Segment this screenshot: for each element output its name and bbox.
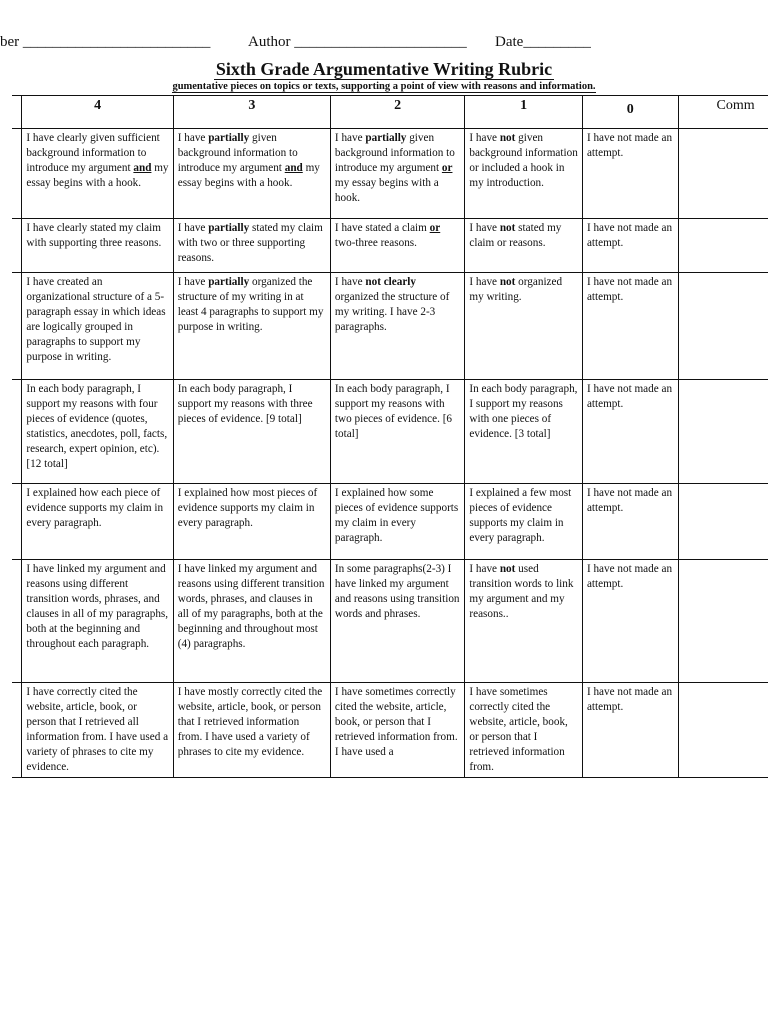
standard-statement: gumentative pieces on topics or texts, supporting a point of view with reasons and information. — [172, 81, 596, 92]
rubric-row — [12, 560, 768, 683]
rubric-cell-score-0: I have not made an attempt. — [582, 129, 678, 219]
rubric-cell-score-1: I have not used transition words to link my argument and my reasons.. — [465, 560, 583, 683]
rubric-cell-score-2: I explained how some pieces of evidence supports my claim in every paragraph. — [330, 484, 464, 560]
comments-cell[interactable] — [678, 219, 768, 273]
rubric-cell-score-4: In each body paragraph, I support my reasons with four pieces of evidence (quotes, statistics, anecdotes, poll, facts, research, expert opinion, etc). [12 total] — [22, 380, 173, 484]
rubric-cell-score-0: I have not made an attempt. — [582, 683, 678, 778]
rubric-cell-score-1: I explained a few most pieces of evidence supports my claim in every paragraph. — [465, 484, 583, 560]
rubric-cell-score-3: I have mostly correctly cited the website, article, book, or person that I retrieved information from. I have used a variety of phrases to cite my evidence. — [173, 683, 330, 778]
rubric-cell-score-3: I have partially given background information to introduce my argument and my essay begins with a hook. — [173, 129, 330, 219]
emphasis-text: not — [499, 222, 516, 234]
rubric-cell-score-0: I have not made an attempt. — [582, 219, 678, 273]
emphasis-text: partially — [208, 276, 250, 288]
rubric-cell-score-0: I have not made an attempt. — [582, 484, 678, 560]
emphasis-text: or — [429, 222, 441, 234]
rubric-cell-score-3: I have partially stated my claim with two or three supporting reasons. — [173, 219, 330, 273]
criteria-cell — [12, 560, 22, 683]
emphasis-text: partially — [208, 132, 250, 144]
rubric-cell-score-0: I have not made an attempt. — [582, 380, 678, 484]
author-field[interactable]: Author _______________________ — [248, 34, 467, 50]
page-title: Sixth Grade Argumentative Writing Rubric — [215, 59, 553, 79]
criteria-cell — [12, 683, 22, 778]
comments-cell[interactable] — [678, 129, 768, 219]
rubric-cell-score-2: In each body paragraph, I support my reasons with two pieces of evidence. [6 total] — [330, 380, 464, 484]
rubric-row — [12, 129, 768, 219]
score-0-header: 0 — [582, 96, 678, 129]
comments-cell[interactable] — [678, 380, 768, 484]
criteria-cell — [12, 219, 22, 273]
rubric-row — [12, 683, 768, 778]
emphasis-text: not — [499, 132, 516, 144]
emphasis-text: and — [133, 162, 152, 174]
rubric-cell-score-2: I have not clearly organized the structure of my writing. I have 2-3 paragraphs. — [330, 273, 464, 380]
rubric-cell-score-4: I have created an organizational structure of a 5-paragraph essay in which ideas are logically grouped in paragraphs to support my purpose in writing. — [22, 273, 173, 380]
rubric-cell-score-3: I have partially organized the structure of my writing in at least 4 paragraphs to support my purpose in writing. — [173, 273, 330, 380]
score-3-header: 3 — [173, 96, 330, 129]
rubric-cell-score-1: I have not organized my writing. — [465, 273, 583, 380]
criteria-header — [12, 96, 22, 129]
rubric-row — [12, 273, 768, 380]
rubric-cell-score-1: I have not given background information or included a hook in my introduction. — [465, 129, 583, 219]
emphasis-text: and — [284, 162, 303, 174]
rubric-cell-score-1: In each body paragraph, I support my reasons with one pieces of evidence. [3 total] — [465, 380, 583, 484]
score-2-header: 2 — [330, 96, 464, 129]
rubric-cell-score-2: I have sometimes correctly cited the website, article, book, or person that I retrieved information from. I have used a — [330, 683, 464, 778]
rubric-cell-score-2: I have partially given background information to introduce my argument or my essay begins with a hook. — [330, 129, 464, 219]
rubric-cell-score-1: I have sometimes correctly cited the website, article, book, or person that I retrieved information from. — [465, 683, 583, 778]
rubric-row — [12, 380, 768, 484]
criteria-cell — [12, 273, 22, 380]
rubric-header-row — [12, 96, 768, 129]
emphasis-text: not — [499, 563, 516, 575]
rubric-cell-score-4: I have clearly given sufficient background information to introduce my argument and my essay begins with a hook. — [22, 129, 173, 219]
rubric-cell-score-2: In some paragraphs(2-3) I have linked my argument and reasons using transition words and phrases. — [330, 560, 464, 683]
emphasis-text: or — [441, 162, 453, 174]
rubric-cell-score-1: I have not stated my claim or reasons. — [465, 219, 583, 273]
member-field[interactable]: ber _________________________ — [0, 34, 211, 50]
rubric-cell-score-4: I have linked my argument and reasons using different transition words, phrases, and clauses in all of my paragraphs, both at the beginning and throughout each paragraph. — [22, 560, 173, 683]
emphasis-text: not clearly — [365, 276, 417, 288]
rubric-row — [12, 219, 768, 273]
score-4-header: 4 — [22, 96, 173, 129]
criteria-cell — [12, 484, 22, 560]
rubric-cell-score-4: I have clearly stated my claim with supporting three reasons. — [22, 219, 173, 273]
emphasis-text: not — [499, 276, 516, 288]
comments-cell[interactable] — [678, 560, 768, 683]
rubric-cell-score-2: I have stated a claim or two-three reasons. — [330, 219, 464, 273]
rubric-cell-score-3: I have linked my argument and reasons using different transition words, phrases, and clauses in all of my paragraphs, both at the beginning and throughout most (4) paragraphs. — [173, 560, 330, 683]
comments-cell[interactable] — [678, 273, 768, 380]
date-field[interactable]: Date_________ — [495, 34, 591, 50]
rubric-cell-score-4: I explained how each piece of evidence supports my claim in every paragraph. — [22, 484, 173, 560]
score-1-header: 1 — [465, 96, 583, 129]
rubric-table — [12, 95, 768, 778]
criteria-cell — [12, 129, 22, 219]
rubric-cell-score-3: I explained how most pieces of evidence supports my claim in every paragraph. — [173, 484, 330, 560]
rubric-row — [12, 484, 768, 560]
emphasis-text: partially — [208, 222, 250, 234]
rubric-cell-score-0: I have not made an attempt. — [582, 560, 678, 683]
rubric-cell-score-0: I have not made an attempt. — [582, 273, 678, 380]
criteria-cell — [12, 380, 22, 484]
comments-cell[interactable] — [678, 683, 768, 778]
rubric-cell-score-4: I have correctly cited the website, article, book, or person that I retrieved all information from. I have used a variety of phrases to cite my evidence. — [22, 683, 173, 778]
comments-cell[interactable] — [678, 484, 768, 560]
comments-header: Comm — [678, 96, 768, 129]
rubric-cell-score-3: In each body paragraph, I support my reasons with three pieces of evidence. [9 total] — [173, 380, 330, 484]
emphasis-text: partially — [365, 132, 407, 144]
